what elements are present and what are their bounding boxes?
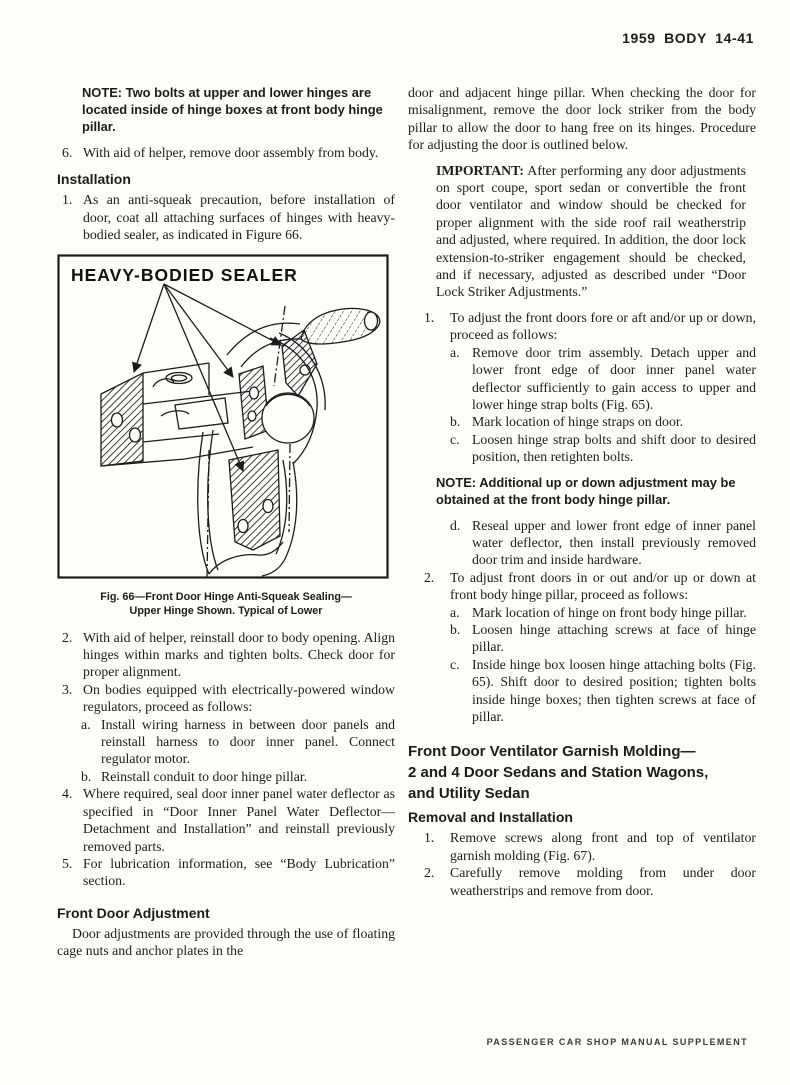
list-text: Install wiring harness in between door panels and reinstall harness to door inner panel. Connect regulator motor.	[101, 716, 395, 767]
ventilator-garnish-heading	[408, 741, 756, 804]
list-number: 2.	[424, 865, 435, 881]
adjust-item-1a	[450, 344, 756, 414]
list-text: For lubrication information, see “Body Lubrication” section.	[83, 855, 395, 889]
installation-item-3b	[81, 768, 395, 785]
left-column	[57, 84, 395, 960]
adjust-item-1c	[450, 431, 756, 466]
list-text: Reinstall conduit to door hinge pillar.	[101, 768, 308, 784]
list-text: Reseal upper and lower front edge of inner panel water deflector, then install previously removed door trim and inside hardware.	[472, 517, 756, 568]
list-number: 1.	[62, 192, 73, 208]
list-text: Where required, seal door inner panel water deflector as specified in “Door Inner Panel Water Deflector—Detachment and Installation” and reinstall previously removed parts.	[83, 786, 395, 854]
list-number: 1.	[424, 830, 435, 846]
list-letter: b.	[450, 414, 461, 430]
installation-item-2	[57, 629, 395, 681]
figure-caption-line2: Upper Hinge Shown. Typical of Lower	[129, 605, 323, 618]
right-column	[408, 84, 756, 899]
adjust-item-2a	[450, 604, 756, 621]
list-letter: a.	[81, 716, 91, 732]
important-label: IMPORTANT:	[436, 162, 524, 178]
continuation-paragraph: door and adjacent hinge pillar. When checking the door for misalignment, remove the door lock striker from the body pillar to allow the door to hang free on its hinges. Procedure for adjusting the door is outlined below.	[408, 85, 756, 153]
installation-item-5	[57, 855, 395, 890]
installation-item-1	[57, 191, 395, 243]
list-text: Remove door trim assembly. Detach upper and lower front edge of door inner panel water deflector sufficiently to gain access to upper and lower hinge strap bolts (Fig. 65).	[472, 344, 756, 412]
list-text: With aid of helper, reinstall door to body opening. Align hinges within marks and tighten bolts. Check door for proper alignment.	[83, 629, 395, 680]
list-letter: b.	[81, 768, 92, 784]
list-text: On bodies equipped with electrically-powered window regulators, proceed as follows:	[83, 681, 395, 715]
note-additional-adjustment: NOTE: Additional up or down adjustment may be obtained at the front body hinge pillar.	[436, 474, 736, 507]
ventilator-heading-line1: Front Door Ventilator Garnish Molding—	[408, 743, 696, 761]
note-upper-lower-bolts: NOTE: Two bolts at upper and lower hinges are located inside of hinge boxes at front body hinge pillar.	[82, 85, 383, 134]
adjust-item-1b	[450, 413, 756, 430]
front-door-adjustment-paragraph: Door adjustments are provided through the use of floating cage nuts and anchor plates in the	[57, 925, 395, 959]
list-number: 6.	[62, 145, 73, 160]
list-letter: a.	[450, 604, 460, 620]
list-number: 5.	[62, 855, 73, 871]
adjust-item-2b	[450, 621, 756, 656]
list-number: 3.	[62, 681, 73, 697]
figure-caption	[57, 590, 395, 619]
list-text: Mark location of hinge straps on door.	[472, 414, 684, 430]
list-text: To adjust front doors in or out and/or up or down at front body hinge pillar, proceed as follows:	[450, 569, 756, 603]
page-header: 1959 BODY 14-41	[622, 30, 754, 46]
adjust-item-1d	[450, 517, 756, 569]
important-note	[436, 162, 746, 301]
list-text: With aid of helper, remove door assembly from body.	[83, 145, 379, 160]
list-text: Loosen hinge attaching screws at face of hinge pillar.	[472, 621, 756, 655]
ventilator-heading-line3: and Utility Sedan	[408, 785, 530, 803]
front-door-adjustment-heading: Front Door Adjustment	[57, 904, 210, 921]
list-text: Inside hinge box loosen hinge attaching bolts (Fig. 65). Shift door to desired position; tighten bolts inside hinge boxes; then tighten screws at face of pillar.	[472, 656, 756, 724]
installation-item-3a	[81, 716, 395, 768]
list-letter: b.	[450, 621, 461, 637]
removal-item-1	[408, 829, 756, 864]
installation-heading: Installation	[57, 171, 131, 188]
list-number: 2.	[424, 569, 435, 585]
figure-label: HEAVY-BODIED SEALER	[71, 264, 298, 285]
list-text: Carefully remove molding from under door weatherstrips and remove from door.	[450, 865, 756, 898]
list-letter: c.	[450, 656, 460, 672]
list-text: Remove screws along front and top of ventilator garnish molding (Fig. 67).	[450, 830, 756, 863]
hinge-sealing-illustration	[57, 254, 389, 579]
adjust-item-1	[408, 309, 756, 344]
figure-caption-line1: Fig. 66—Front Door Hinge Anti-Squeak Sealing—	[100, 590, 352, 603]
removal-installation-heading: Removal and Installation	[408, 809, 573, 826]
list-text: Loosen hinge strap bolts and shift door to desired position, then retighten bolts.	[472, 431, 756, 465]
adjust-item-2	[408, 569, 756, 604]
installation-item-3	[57, 681, 395, 716]
adjust-item-2c	[450, 656, 756, 726]
removal-item-2	[408, 864, 756, 899]
figure-66	[57, 254, 395, 579]
list-letter: a.	[450, 344, 460, 360]
list-letter: d.	[450, 517, 461, 533]
ventilator-heading-line2: 2 and 4 Door Sedans and Station Wagons,	[408, 764, 709, 782]
list-item-6	[57, 144, 395, 161]
important-body: After performing any door adjustments on sport coupe, sport sedan or convertible the front door ventilator and window should be checked for proper alignment with the side roof rail weatherstrip and adjusted, where required. In addition, the door lock extension-to-striker engagement should be checked, and if necessary, adjusted as described under “Door Lock Striker Adjustments.”	[436, 162, 746, 300]
list-text: As an anti-squeak precaution, before installation of door, coat all attaching surfaces of hinges with heavy-bodied sealer, as indicated in Figure 66.	[83, 192, 395, 243]
list-number: 4.	[62, 786, 73, 802]
installation-item-4	[57, 785, 395, 855]
list-number: 1.	[424, 309, 435, 325]
page-footer: PASSENGER CAR SHOP MANUAL SUPPLEMENT	[486, 1037, 748, 1047]
list-text: Mark location of hinge on front body hinge pillar.	[472, 604, 747, 620]
list-text: To adjust the front doors fore or aft and/or up or down, proceed as follows:	[450, 309, 756, 343]
list-number: 2.	[62, 629, 73, 645]
list-letter: c.	[450, 431, 460, 447]
